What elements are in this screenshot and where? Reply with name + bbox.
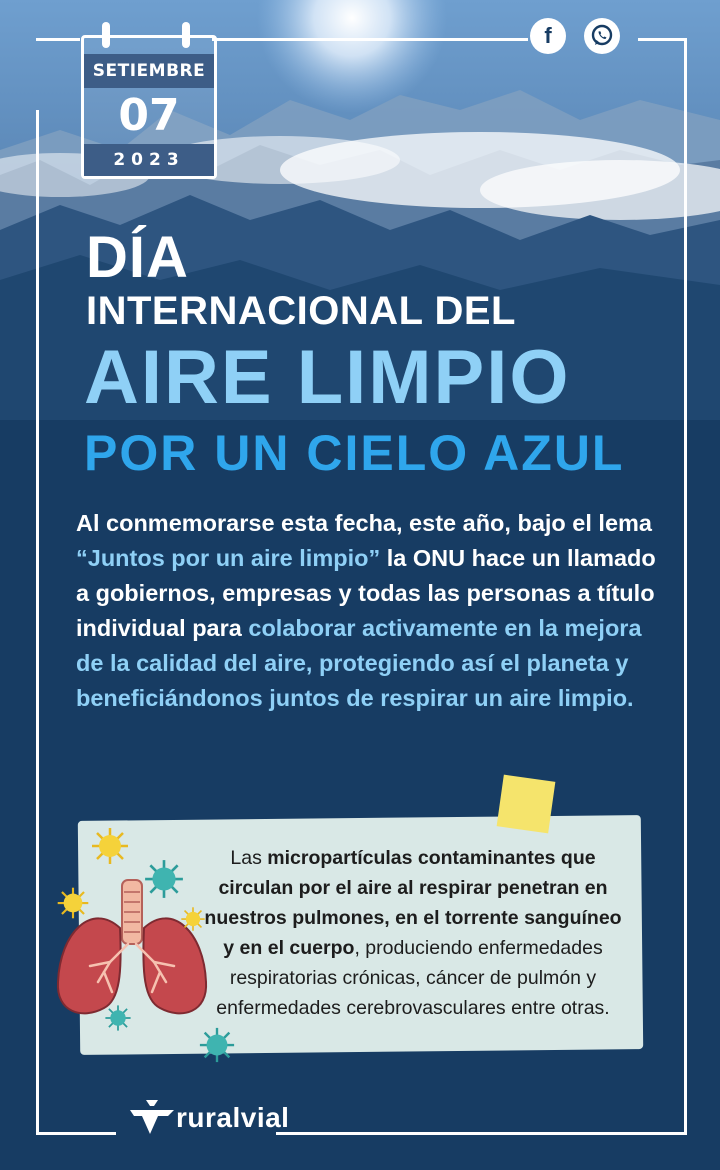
virus-particle-icon	[56, 886, 90, 920]
calendar-day: 07	[118, 90, 180, 141]
whatsapp-glyph	[584, 18, 620, 54]
title-line-2: INTERNACIONAL DEL	[86, 289, 516, 333]
virus-particle-icon	[198, 1026, 236, 1064]
frame-top-left	[36, 38, 80, 41]
logo-text: ruralvial	[176, 1102, 290, 1133]
frame-right	[684, 38, 687, 1135]
body-part-3: la ONU hace un llamado a gobiernos, empresas y todas las personas a título individual para	[76, 545, 656, 641]
title-line-4: POR UN CIELO AZUL	[84, 425, 625, 481]
virus-particle-icon	[143, 858, 185, 900]
facebook-glyph: f	[544, 23, 552, 48]
frame-top-middle	[212, 38, 528, 41]
calendar-ring-right	[182, 22, 190, 48]
note-text	[200, 843, 626, 1023]
calendar-month: SETIEMBRE	[84, 54, 214, 88]
title-line-1: DÍA	[86, 225, 189, 290]
frame-left	[36, 110, 39, 1135]
tape-decoration	[497, 775, 556, 834]
date-calendar	[81, 35, 217, 179]
body-part-1: Al conmemorarse esta fecha, este año, bajo el lema	[76, 510, 652, 536]
calendar-ring-left	[102, 22, 110, 48]
frame-bottom-left	[36, 1132, 116, 1135]
title-line-3: AIRE LIMPIO	[84, 335, 571, 420]
body-highlight: colaborar activamente en la mejora de la calidad del aire, protegiendo así el planeta y beneficiándonos juntos de respirar un aire limpio.	[76, 615, 642, 711]
frame-bottom-right	[276, 1132, 687, 1135]
calendar-year: 2023	[84, 144, 214, 176]
ruralvial-logo-icon	[128, 1098, 176, 1138]
body-slogan: “Juntos por un aire limpio”	[76, 545, 381, 571]
virus-particle-icon	[90, 826, 130, 866]
note-part-3: , produciendo enfermedades respiratorias crónicas, cáncer de pulmón y enfermedades cerebrovasculares entre otras.	[216, 937, 610, 1019]
virus-particle-icon	[104, 1004, 132, 1032]
body-paragraph	[76, 506, 656, 716]
frame-top-right	[638, 38, 687, 41]
facebook-icon[interactable]	[530, 18, 566, 54]
note-part-1: Las	[230, 847, 268, 869]
whatsapp-icon[interactable]	[584, 18, 620, 54]
note-bold: micropartículas contaminantes que circulan por el aire al respirar penetran en nuestros pulmones, en el torrente sanguíneo y en el cuerpo	[204, 847, 622, 959]
